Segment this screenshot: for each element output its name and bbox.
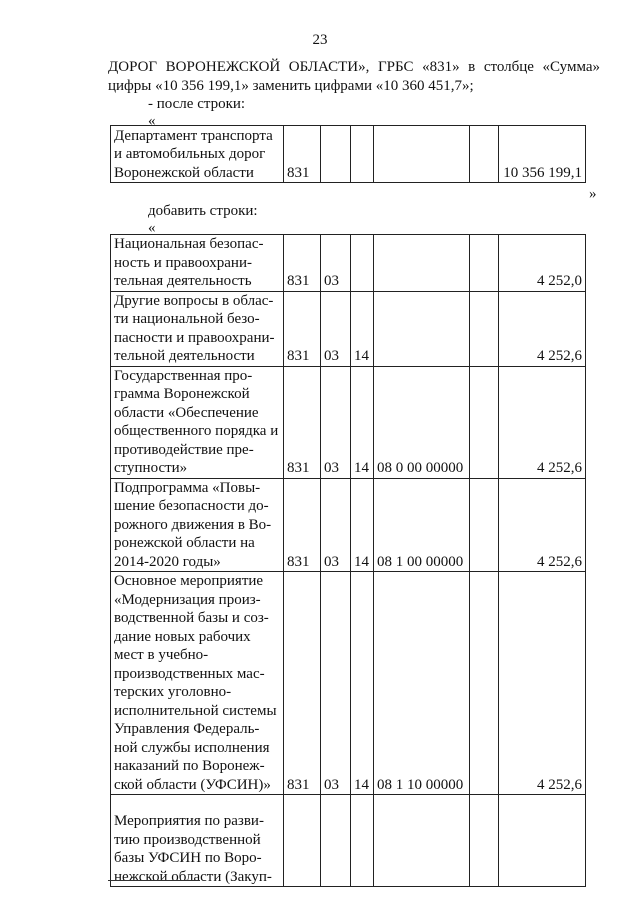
table-row	[111, 291, 586, 366]
cell-grbs: 831	[284, 291, 321, 366]
cell-name: Национальная безопас-ность и правоохрани-тельная деятельность	[111, 235, 284, 292]
cell-pr: 14	[351, 366, 374, 478]
after-row-text: - после строки:	[148, 96, 246, 112]
cell-pr	[351, 795, 374, 887]
add-rows-text: добавить строки:	[148, 203, 258, 219]
cell-pr: 14	[351, 478, 374, 572]
cell-pr	[351, 235, 374, 292]
cell-csr: 08 1 00 00000	[374, 478, 470, 572]
close-quote: »	[589, 186, 597, 202]
paragraph-line-2: цифры «10 356 199,1» заменить цифрами «10 360 451,7»;	[108, 78, 474, 94]
cell-rz: 03	[321, 572, 351, 795]
cell-csr	[374, 126, 470, 183]
cell-grbs: 831	[284, 478, 321, 572]
footnote-separator	[108, 880, 200, 881]
cell-rz: 03	[321, 366, 351, 478]
cell-csr	[374, 235, 470, 292]
cell-rz: 03	[321, 235, 351, 292]
cell-grbs: 831	[284, 366, 321, 478]
cell-csr	[374, 795, 470, 887]
table-row	[111, 795, 586, 887]
cell-pr: 14	[351, 291, 374, 366]
cell-sum: 4 252,6	[499, 366, 586, 478]
cell-vr	[470, 235, 499, 292]
cell-sum	[499, 795, 586, 887]
cell-csr	[374, 291, 470, 366]
cell-name: Государственная про-грамма Воронежской области «Обеспечение общественного порядка и противодействие пре-ступности»	[111, 366, 284, 478]
cell-rz	[321, 126, 351, 183]
cell-name: Мероприятия по разви-тию производственной базы УФСИН по Воро-нежской области (Закуп-	[111, 795, 284, 887]
paragraph-line-1: ДОРОГ ВОРОНЕЖСКОЙ ОБЛАСТИ», ГРБС «831» в столбце «Сумма»	[108, 59, 600, 75]
cell-sum: 4 252,6	[499, 572, 586, 795]
cell-rz: 03	[321, 291, 351, 366]
cell-pr: 14	[351, 572, 374, 795]
cell-name: Основное мероприятие «Модернизация произ-водственной базы и соз-дание новых рабочих мест в учебно-производственных мас-терских уголовно-исполнительной системы Управления Федераль-ной службы исполнения наказаний по Воронеж-ской области (УФСИН)»	[111, 572, 284, 795]
table-row	[111, 478, 586, 572]
table-row	[111, 235, 586, 292]
cell-csr: 08 0 00 00000	[374, 366, 470, 478]
cell-sum: 4 252,6	[499, 291, 586, 366]
table-row	[111, 572, 586, 795]
cell-vr	[470, 291, 499, 366]
cell-csr: 08 1 10 00000	[374, 572, 470, 795]
cell-grbs: 831	[284, 235, 321, 292]
page-number: 23	[312, 32, 328, 48]
cell-sum: 4 252,0	[499, 235, 586, 292]
cell-vr	[470, 366, 499, 478]
cell-sum: 10 356 199,1	[499, 126, 586, 183]
open-quote-2: «	[148, 220, 156, 236]
table-row	[111, 126, 586, 183]
cell-vr	[470, 478, 499, 572]
cell-name: Департамент транспорта и автомобильных дорог Воронежской области	[111, 126, 284, 183]
cell-rz: 03	[321, 478, 351, 572]
cell-vr	[470, 572, 499, 795]
cell-grbs	[284, 795, 321, 887]
cell-vr	[470, 795, 499, 887]
table-added-rows	[110, 234, 586, 887]
cell-pr	[351, 126, 374, 183]
cell-name: Другие вопросы в облас-ти национальной безо-пасности и правоохрани-тельной деятельности	[111, 291, 284, 366]
open-quote-1: «	[148, 113, 156, 129]
table-row	[111, 366, 586, 478]
cell-vr	[470, 126, 499, 183]
cell-grbs: 831	[284, 126, 321, 183]
cell-sum: 4 252,6	[499, 478, 586, 572]
cell-grbs: 831	[284, 572, 321, 795]
table-original-row	[110, 125, 586, 183]
cell-rz	[321, 795, 351, 887]
cell-name: Подпрограмма «Повы-шение безопасности до-рожного движения в Во-ронежской области на 2014-2020 годы»	[111, 478, 284, 572]
